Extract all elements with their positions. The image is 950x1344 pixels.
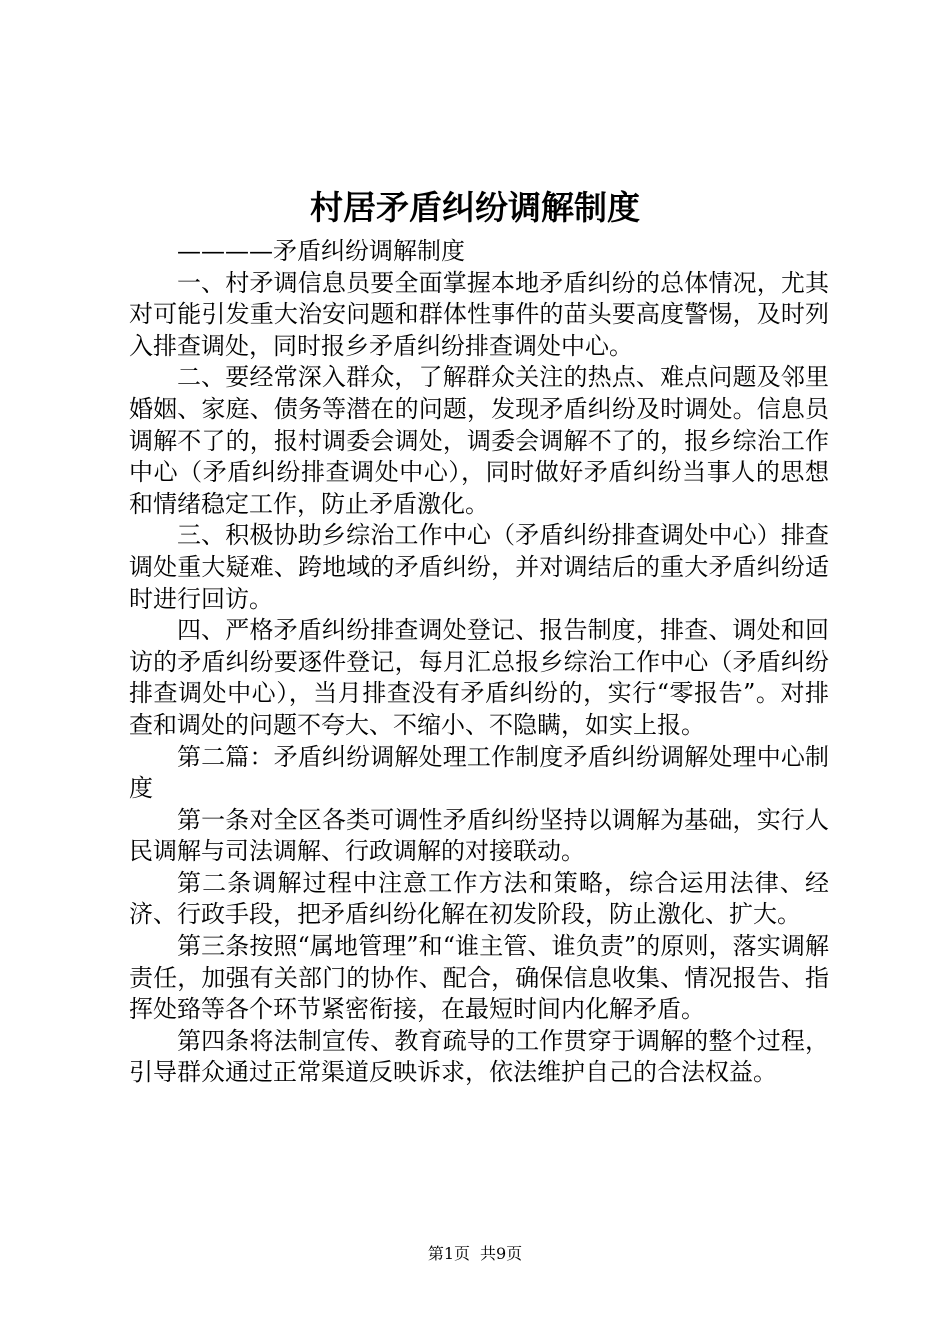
paragraph: 三、积极协助乡综治工作中心（矛盾纠纷排查调处中心）排查调处重大疑难、跨地域的矛盾纠纷，并对调结后的重大矛盾纠纷适时进行回访。 [129, 521, 829, 613]
paragraph: 第二条调解过程中注意工作方法和策略，综合运用法律、经济、行政手段，把矛盾纠纷化解在初发阶段，防止激化、扩大。 [129, 868, 829, 929]
section-heading: 第二篇：矛盾纠纷调解处理工作制度矛盾纠纷调解处理中心制度 [129, 742, 829, 803]
page-total: 共9页 [480, 1244, 523, 1263]
paragraph: 第四条将法制宣传、教育疏导的工作贯穿于调解的整个过程，引导群众通过正常渠道反映诉求，依法维护自己的合法权益。 [129, 1026, 829, 1087]
paragraph: 第一条对全区各类可调性矛盾纠纷坚持以调解为基础，实行人民调解与司法调解、行政调解的对接联动。 [129, 805, 829, 866]
document-title: 村居矛盾纠纷调解制度 [310, 188, 640, 227]
page-footer [0, 1243, 950, 1265]
paragraph: 一、村矛调信息员要全面掌握本地矛盾纠纷的总体情况，尤其对可能引发重大治安问题和群体性事件的苗头要高度警惕，及时列入排查调处，同时报乡矛盾纠纷排查调处中心。 [129, 268, 829, 360]
document-body [129, 236, 829, 1089]
subtitle-line: ————矛盾纠纷调解制度 [177, 237, 465, 265]
paragraph: 第三条按照“属地管理”和“谁主管、谁负责”的原则，落实调解责任，加强有关部门的协作、配合，确保信息收集、情况报告、指挥处臵等各个环节紧密衔接，在最短时间内化解矛盾。 [129, 932, 829, 1024]
page-number: 第1页 [427, 1244, 470, 1263]
paragraph: 四、严格矛盾纠纷排查调处登记、报告制度，排查、调处和回访的矛盾纠纷要逐件登记，每月汇总报乡综治工作中心（矛盾纠纷排查调处中心），当月排查没有矛盾纠纷的，实行“零报告”。对排查和调处的问题不夸大、不缩小、不隐瞒，如实上报。 [129, 616, 829, 739]
paragraph: 二、要经常深入群众，了解群众关注的热点、难点问题及邻里婚姻、家庭、债务等潜在的问题，发现矛盾纠纷及时调处。信息员调解不了的，报村调委会调处，调委会调解不了的，报乡综治工作中心（矛盾纠纷排查调处中心），同时做好矛盾纠纷当事人的思想和情绪稳定工作，防止矛盾激化。 [129, 363, 829, 518]
